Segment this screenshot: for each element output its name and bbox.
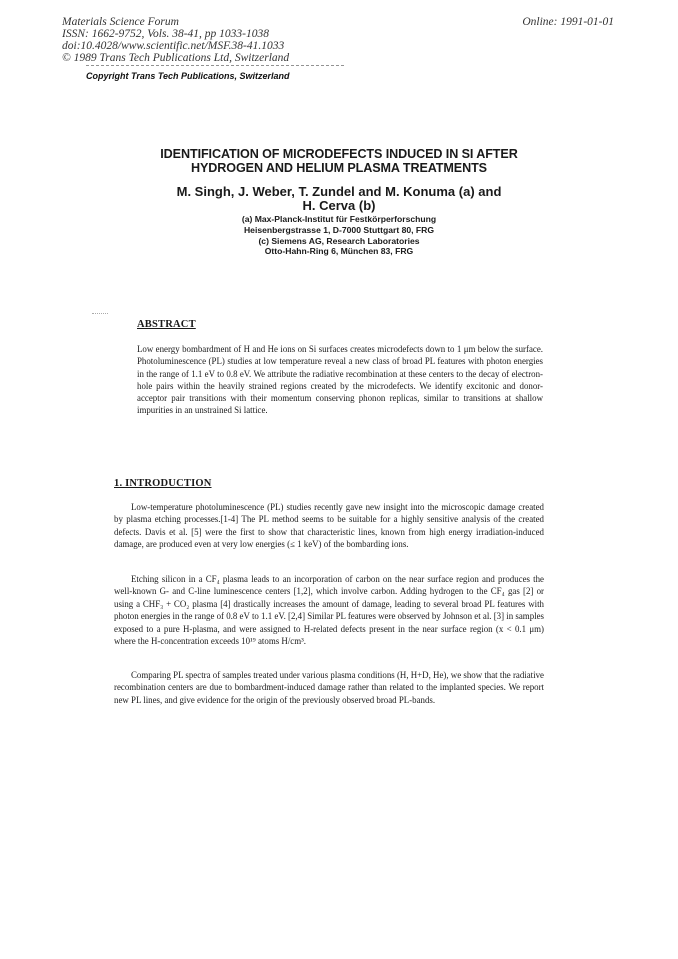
authors-line-2: H. Cerva (b): [302, 198, 376, 213]
scan-artifact: [86, 65, 344, 69]
scan-speck: [92, 313, 108, 315]
affiliations: [160, 214, 518, 257]
intro-paragraph-1: Low-temperature photoluminescence (PL) studies recently gave new insight into the microscopic damage created by plasma etching processes.[1-4] The PL method seems to be suitable for a highly sensitive analysis of the created defects. Davis et al. [5] were the first to show that characteristic lines, known from high energy irradiation-induced damage, are produced even at very low energies (≤ 1 keV) of the bombarding ions.: [114, 502, 544, 550]
doi-line: doi:10.4028/www.scientific.net/MSF.38-41.1033: [62, 40, 285, 52]
title-line-2: HYDROGEN AND HELIUM PLASMA TREATMENTS: [191, 160, 487, 175]
copyright-stamp: Copyright Trans Tech Publications, Switzerland: [86, 71, 290, 81]
affiliation-line: (c) Siemens AG, Research Laboratories: [258, 235, 420, 246]
abstract-heading: ABSTRACT: [137, 319, 196, 330]
affiliation-line: (a) Max-Planck-Institut für Festkörperforschung: [241, 214, 437, 224]
issn-line: ISSN: 1662-9752, Vols. 38-41, pp 1033-1038: [62, 28, 269, 40]
journal-info: [62, 16, 422, 64]
abstract-text: Low energy bombardment of H and He ions on Si surfaces creates microdefects down to 1 μm below the surface. Photoluminescence (PL) studies at low temperature reveal a new class of broad PL features with photon energies in the range of 1.1 eV to 0.8 eV. We attribute the radiative recombination at these centers to the decay of electron-hole pairs within the heavily strained regions created by the microdefects. We identify excitonic and donor-acceptor pair transitions with their momentum conserving phonon replicas, similar to transitions at shallow impurities in an unstrained Si lattice.: [137, 344, 543, 416]
copyright-line: © 1989 Trans Tech Publications Ltd, Switzerland: [62, 52, 290, 64]
online-date: Online: 1991-01-01: [522, 16, 614, 28]
intro-paragraph-2: Etching silicon in a CF₄ plasma leads to an incorporation of carbon on the near surface region and produces the well-known G- and C-line luminescence centers [1,2], which involve carbon. Adding hydrogen to the CF₄ gas [2] or using a CHF₃ + CO₂ plasma [4] drastically increases the amount of damage, leading to several broad PL features with photon energies in the range of 0.8 eV to 1.1 eV. [2,4] Similar PL features were observed by Johnson et al. [3] in samples exposed to a pure H-plasma, and were assigned to H-related defects present in the near surface region (x < 0.1 μm) where the H-concentration exceeds 10¹⁹ atoms H/cm³.: [114, 574, 545, 647]
intro-paragraph-3: Comparing PL spectra of samples treated under various plasma conditions (H, H+D, He), we show that the radiative recombination centers are due to bombardment-induced damage rather than related to the implanted species. We report new PL lines, and give evidence for the origin of the previously observed broad PL-bands.: [114, 670, 544, 705]
title-line-1: IDENTIFICATION OF MICRODEFECTS INDUCED IN SI AFTER: [160, 147, 518, 161]
affiliation-line: Otto-Hahn-Ring 6, München 83, FRG: [264, 246, 414, 257]
author-list: [130, 185, 548, 213]
affiliation-line: Heisenbergstrasse 1, D-7000 Stuttgart 80, FRG: [243, 224, 435, 235]
paper-title: [110, 148, 568, 175]
journal-name: Materials Science Forum: [62, 16, 179, 28]
authors-line-1: M. Singh, J. Weber, T. Zundel and M. Konuma (a) and: [176, 184, 502, 199]
introduction-heading: 1. INTRODUCTION: [114, 478, 212, 489]
